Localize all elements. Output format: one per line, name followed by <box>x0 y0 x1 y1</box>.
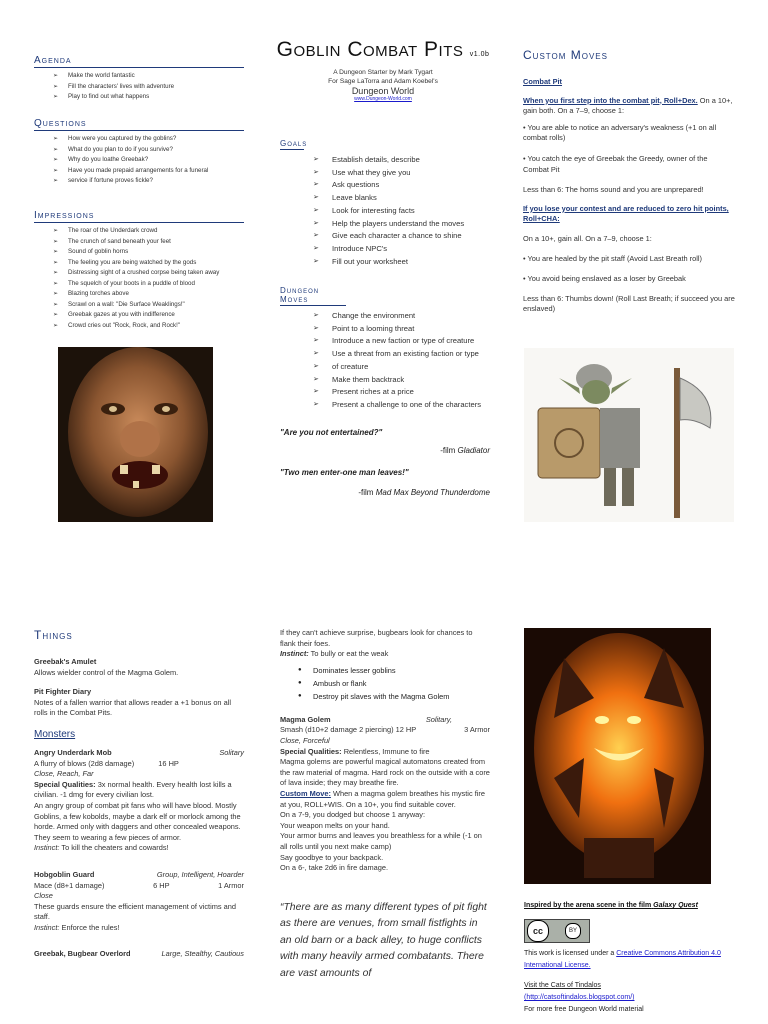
list-item: ➢ Make the world fantastic <box>34 71 244 82</box>
mob-hp: 16 HP <box>158 758 179 768</box>
list-item: ➢ Change the environment <box>280 310 495 323</box>
custom-moves-section <box>523 48 735 315</box>
golem-sq: Relentless, Immune to fire <box>343 746 430 756</box>
move2-trigger: If you lose your contest and are reduced to zero hit points, Roll+CHA: <box>523 203 729 224</box>
version-label: v1.0b <box>469 51 490 58</box>
diary-name: Pit Fighter Diary <box>34 687 92 697</box>
mob-stats <box>34 759 244 770</box>
bugbear-moves <box>280 664 490 703</box>
move1-text: On a 10+, gain both. On a 7–9, choose 1: <box>523 95 733 116</box>
column2-bottom <box>280 628 490 982</box>
bugbear-cont: If they can't achieve surprise, bugbears look for chances to flank their foes. <box>280 628 473 648</box>
list-item <box>34 176 244 187</box>
hob-header <box>34 870 244 881</box>
list-item: ➢ Greebak gazes at you with indifference <box>34 310 244 321</box>
mob-sq-label: Special Qualities: <box>34 779 96 789</box>
list-item: ➢ What do you plan to do if you survive? <box>34 145 244 156</box>
list-item: ➢ Make them backtrack <box>280 374 495 387</box>
source-film: Gladiator <box>457 446 490 455</box>
goblin-warrior-drawing <box>524 348 734 522</box>
goals-section <box>280 139 490 268</box>
license-text <box>524 948 739 972</box>
list-item: ➢ Present riches at a price <box>280 386 495 399</box>
golem-move-label: Custom Move: <box>280 788 331 798</box>
move2-fail: Less than 6: Thumbs down! (Roll Last Breath; if succeed you are enslaved) <box>523 293 735 314</box>
list-item: ➢ Present a challenge to one of the characters <box>280 399 495 412</box>
golem-attack: Smash (d10+2 damage 2 piercing) 12 HP <box>280 725 417 735</box>
mob-desc: An angry group of combat pit fans who will have blood. Mostly Goblins, a few kobolds, maybe a dark elf or morlock among the horde. Armed only with daggers and other concealed weapons. They seem to wearing a few pieces of armor. <box>34 800 241 842</box>
site-link[interactable]: www.Dungeon-World.com <box>354 96 412 102</box>
golem-line: Your armor burns and leaves you breathless for a while (-1 on all rolls until you next make camp) <box>280 831 482 851</box>
golem-sq-label: Special Qualities: <box>280 746 342 756</box>
combat-pit-subheading: Combat Pit <box>523 77 563 86</box>
quote-gladiator: "Are you not entertained?" <box>280 428 383 437</box>
ogre-portrait <box>58 347 213 522</box>
quote-gladiator-source <box>280 446 490 455</box>
list-item: ➢ Give each character a chance to shine <box>280 230 490 243</box>
list-item: ➢ Fill out your worksheet <box>280 256 490 269</box>
move1-option: • You catch the eye of Greebak the Greedy, owner of the Combat Pit <box>523 153 708 174</box>
instinct-text: To kill the cheaters and cowards! <box>61 843 169 853</box>
cc-icon: cc <box>527 920 549 942</box>
hob-stats <box>34 881 244 892</box>
instinct-label: Instinct: <box>34 922 60 932</box>
list-item: ➢ Fill the characters' lives with adventure <box>34 82 244 93</box>
inspired-prefix: Inspired by the arena scene in the film <box>524 902 652 909</box>
list-item: ➢ The squelch of your boots in a puddle of blood <box>34 279 244 290</box>
golem-special <box>280 747 490 758</box>
amulet-name: Greebak's Amulet <box>34 657 97 666</box>
golem-line: Your weapon melts on your hand. <box>280 820 390 830</box>
instinct-text: Enforce the rules! <box>61 922 120 932</box>
goblin-warrior-illustration <box>524 348 734 522</box>
list-item: ➢ Leave blanks <box>280 192 490 205</box>
monsters-heading: Monsters <box>34 728 76 740</box>
ogre-illustration <box>58 347 213 522</box>
byline <box>258 68 508 86</box>
hob-tag: Group, Intelligent, Hoarder <box>156 869 244 879</box>
golem-armor: 3 Armor <box>464 725 490 735</box>
license-prefix: This work is licensed under a <box>524 950 615 957</box>
golem-move-text: When a magma golem breathes his mystic fire at you, ROLL+WIS. On a 10+, you find suitable cover. <box>280 788 485 809</box>
goals-heading: Goals <box>280 139 308 148</box>
goals-list <box>280 154 490 268</box>
by-icon: BY <box>565 923 581 939</box>
diary-text: Notes of a fallen warrior that allows reader a +1 bonus on all rolls in the Combat Pits. <box>34 697 231 718</box>
questions-section <box>34 118 244 187</box>
list-item: ● Destroy pit slaves with the Magma Golem <box>280 690 490 703</box>
golem-name: Magma Golem <box>280 714 331 724</box>
bugbear-name: Greebak, Bugbear Overlord <box>34 949 131 959</box>
byline-author: A Dungeon Starter by Mark Tygart <box>333 69 433 76</box>
hob-instinct <box>34 923 244 934</box>
cc-license-badge[interactable] <box>524 919 590 943</box>
things-section <box>34 628 244 960</box>
source-prefix: -film <box>358 488 374 497</box>
list-item: ➢ Crowd cries out "Rock, Rock, and Rock!" <box>34 321 244 332</box>
list-item: ➢ Introduce a new faction or type of creature <box>280 335 495 348</box>
move1-trigger: When you first step into the combat pit, Roll+Dex. <box>523 95 698 105</box>
more-text: For more free Dungeon World material <box>524 1006 644 1013</box>
golem-tag: Solitary, <box>425 714 452 724</box>
magma-golem-illustration <box>524 628 711 884</box>
mob-special <box>34 780 244 801</box>
mob-attack: A flurry of blows (2d8 damage) <box>34 758 135 768</box>
title-line <box>258 38 508 62</box>
golem-line: On a 7-9, you dodged but choose 1 anyway: <box>280 810 426 820</box>
impressions-heading: Impressions <box>34 210 244 223</box>
list-item: ● Ambush or flank <box>280 677 490 690</box>
mob-instinct <box>34 843 244 854</box>
questions-list <box>34 134 244 187</box>
title-block <box>258 38 508 102</box>
custom-moves-heading: Custom Moves <box>523 48 608 62</box>
bugbear-instinct <box>280 649 490 660</box>
byline-for: For Sage LaTorra and Adam Koebel's <box>328 78 438 85</box>
list-item: ➢ Point to a looming threat <box>280 323 495 336</box>
inspired-line <box>524 902 739 909</box>
magma-golem-drawing <box>524 628 711 884</box>
list-item: ➢ Distressing sight of a crushed corpse being taken away <box>34 268 244 279</box>
list-item: ➢ Help the players understand the moves <box>280 218 490 231</box>
move1 <box>523 96 735 117</box>
visit-link-line <box>524 992 739 1004</box>
list-item: ➢ Have you made prepaid arrangements for a funeral <box>34 166 244 177</box>
move2-option: • You are healed by the pit staff (Avoid Last Breath roll) <box>523 253 702 263</box>
list-item: ➢ How were you captured by the goblins? <box>34 134 244 145</box>
hob-range: Close <box>34 891 53 901</box>
source-prefix: -film <box>440 446 456 455</box>
golem-header <box>280 715 490 726</box>
visit-link[interactable]: (http://catsoftindalos.blogspot.com/) <box>524 994 635 1001</box>
game-name: Dungeon World <box>351 86 415 96</box>
golem-line: Say goodbye to your backpack. <box>280 852 384 862</box>
golem-range: Close, Forceful <box>280 735 330 745</box>
hob-name: Hobgoblin Guard <box>34 869 95 879</box>
source-film: Mad Max Beyond Thunderdome <box>375 488 490 497</box>
list-item: ➢ Sound of goblin horns <box>34 247 244 258</box>
list-item: ➢ Blazing torches above <box>34 289 244 300</box>
visit-text: Visit the Cats of Tindalos <box>524 982 601 989</box>
list-item: ➢ Look for interesting facts <box>280 205 490 218</box>
golem-desc: Magma golems are powerful magical automatons created from the raw material of magma. Hard rock on the outside with a core of lava inside; they may breathe fire. <box>280 757 490 788</box>
golem-move <box>280 789 490 810</box>
questions-heading: Questions <box>34 118 244 131</box>
list-item: ● Dominates lesser goblins <box>280 664 490 677</box>
move2-option: • You avoid being enslaved as a loser by Greebak <box>523 274 686 284</box>
things-heading: Things <box>34 628 73 642</box>
dungeon-moves-list <box>280 310 495 412</box>
list-item: ➢ Use a threat from an existing faction or type <box>280 348 495 361</box>
list-item: ➢ Scrawl on a wall: "Die Surface Weaklings!" <box>34 300 244 311</box>
list-item: ➢ Establish details, describe <box>280 154 490 167</box>
quote-thunderdome: "Two men enter-one man leaves!" <box>280 468 409 477</box>
agenda-heading: Agenda <box>34 55 244 68</box>
instinct-text: To bully or eat the weak <box>310 649 389 659</box>
instinct-label: Instinct: <box>34 843 60 853</box>
impressions-list <box>34 226 244 331</box>
inspired-film: Galaxy Quest <box>653 902 698 909</box>
list-item: ➢ The crunch of sand beneath your feet <box>34 237 244 248</box>
pit-fight-quote: “There are as many different types of pit fight as there are venues, from small fistfights in an old barn or a back alley, to huge conflicts with many heavily armed combatants. There are vast amounts of <box>280 901 487 979</box>
move1-option: • You are able to notice an adversary's weakness (+1 on all combat rolls) <box>523 122 717 143</box>
list-item: ➢ Introduce NPC's <box>280 243 490 256</box>
bugbear-header <box>34 949 244 960</box>
list-item: ➢ Ask questions <box>280 179 490 192</box>
golem-stats <box>280 725 490 736</box>
impressions-section <box>34 210 244 331</box>
page-title: Goblin Combat Pits <box>276 38 464 61</box>
list-item-cont: of creature <box>332 361 369 371</box>
instinct-label: Instinct: <box>280 649 309 659</box>
mob-range: Close, Reach, Far <box>34 769 94 779</box>
golem-line: On a 6-, take 2d6 in fire damage. <box>280 863 389 873</box>
move1-fail: Less than 6: The horns sound and you are unprepared! <box>523 185 704 195</box>
mob-tag: Solitary <box>219 747 244 757</box>
list-item: ➢ Use what they give you <box>280 167 490 180</box>
mob-header <box>34 748 244 759</box>
mob-sq: 3x normal health. Every health lost kills a civilian. -1 dmg for every civilian lost. <box>34 779 232 800</box>
dungeon-moves-section <box>280 286 495 412</box>
license-link[interactable]: Creative Commons Attribution 4.0 International License. <box>524 950 721 969</box>
mob-name: Angry Underdark Mob <box>34 747 112 757</box>
agenda-list <box>34 71 244 103</box>
quote-thunderdome-source <box>280 488 490 497</box>
amulet-text: Allows wielder control of the Magma Golem. <box>34 667 179 677</box>
list-item: ➢ Why do you loathe Greebak? <box>34 155 244 166</box>
dungeon-moves-heading: Dungeon Moves <box>280 286 346 306</box>
hob-hp: 6 HP <box>153 880 170 890</box>
footer-block <box>524 902 739 1016</box>
move2-text: On a 10+, gain all. On a 7–9, choose 1: <box>523 233 652 243</box>
list-item: ➢ Play to find out what happens <box>34 92 244 103</box>
agenda-section <box>34 55 244 103</box>
hob-desc: These guards ensure the efficient management of victims and staff. <box>34 901 236 922</box>
hob-attack: Mace (d8+1 damage) <box>34 880 105 890</box>
list-item-cont: service if fortune proves fickle? <box>68 177 153 184</box>
list-item: ➢ The roar of the Underdark crowd <box>34 226 244 237</box>
list-item <box>280 361 495 374</box>
hob-armor: 1 Armor <box>218 880 244 890</box>
quotes-block <box>280 428 490 497</box>
list-item: ➢ The feeling you are being watched by the gods <box>34 258 244 269</box>
bugbear-tag: Large, Stealthy, Cautious <box>161 949 244 959</box>
